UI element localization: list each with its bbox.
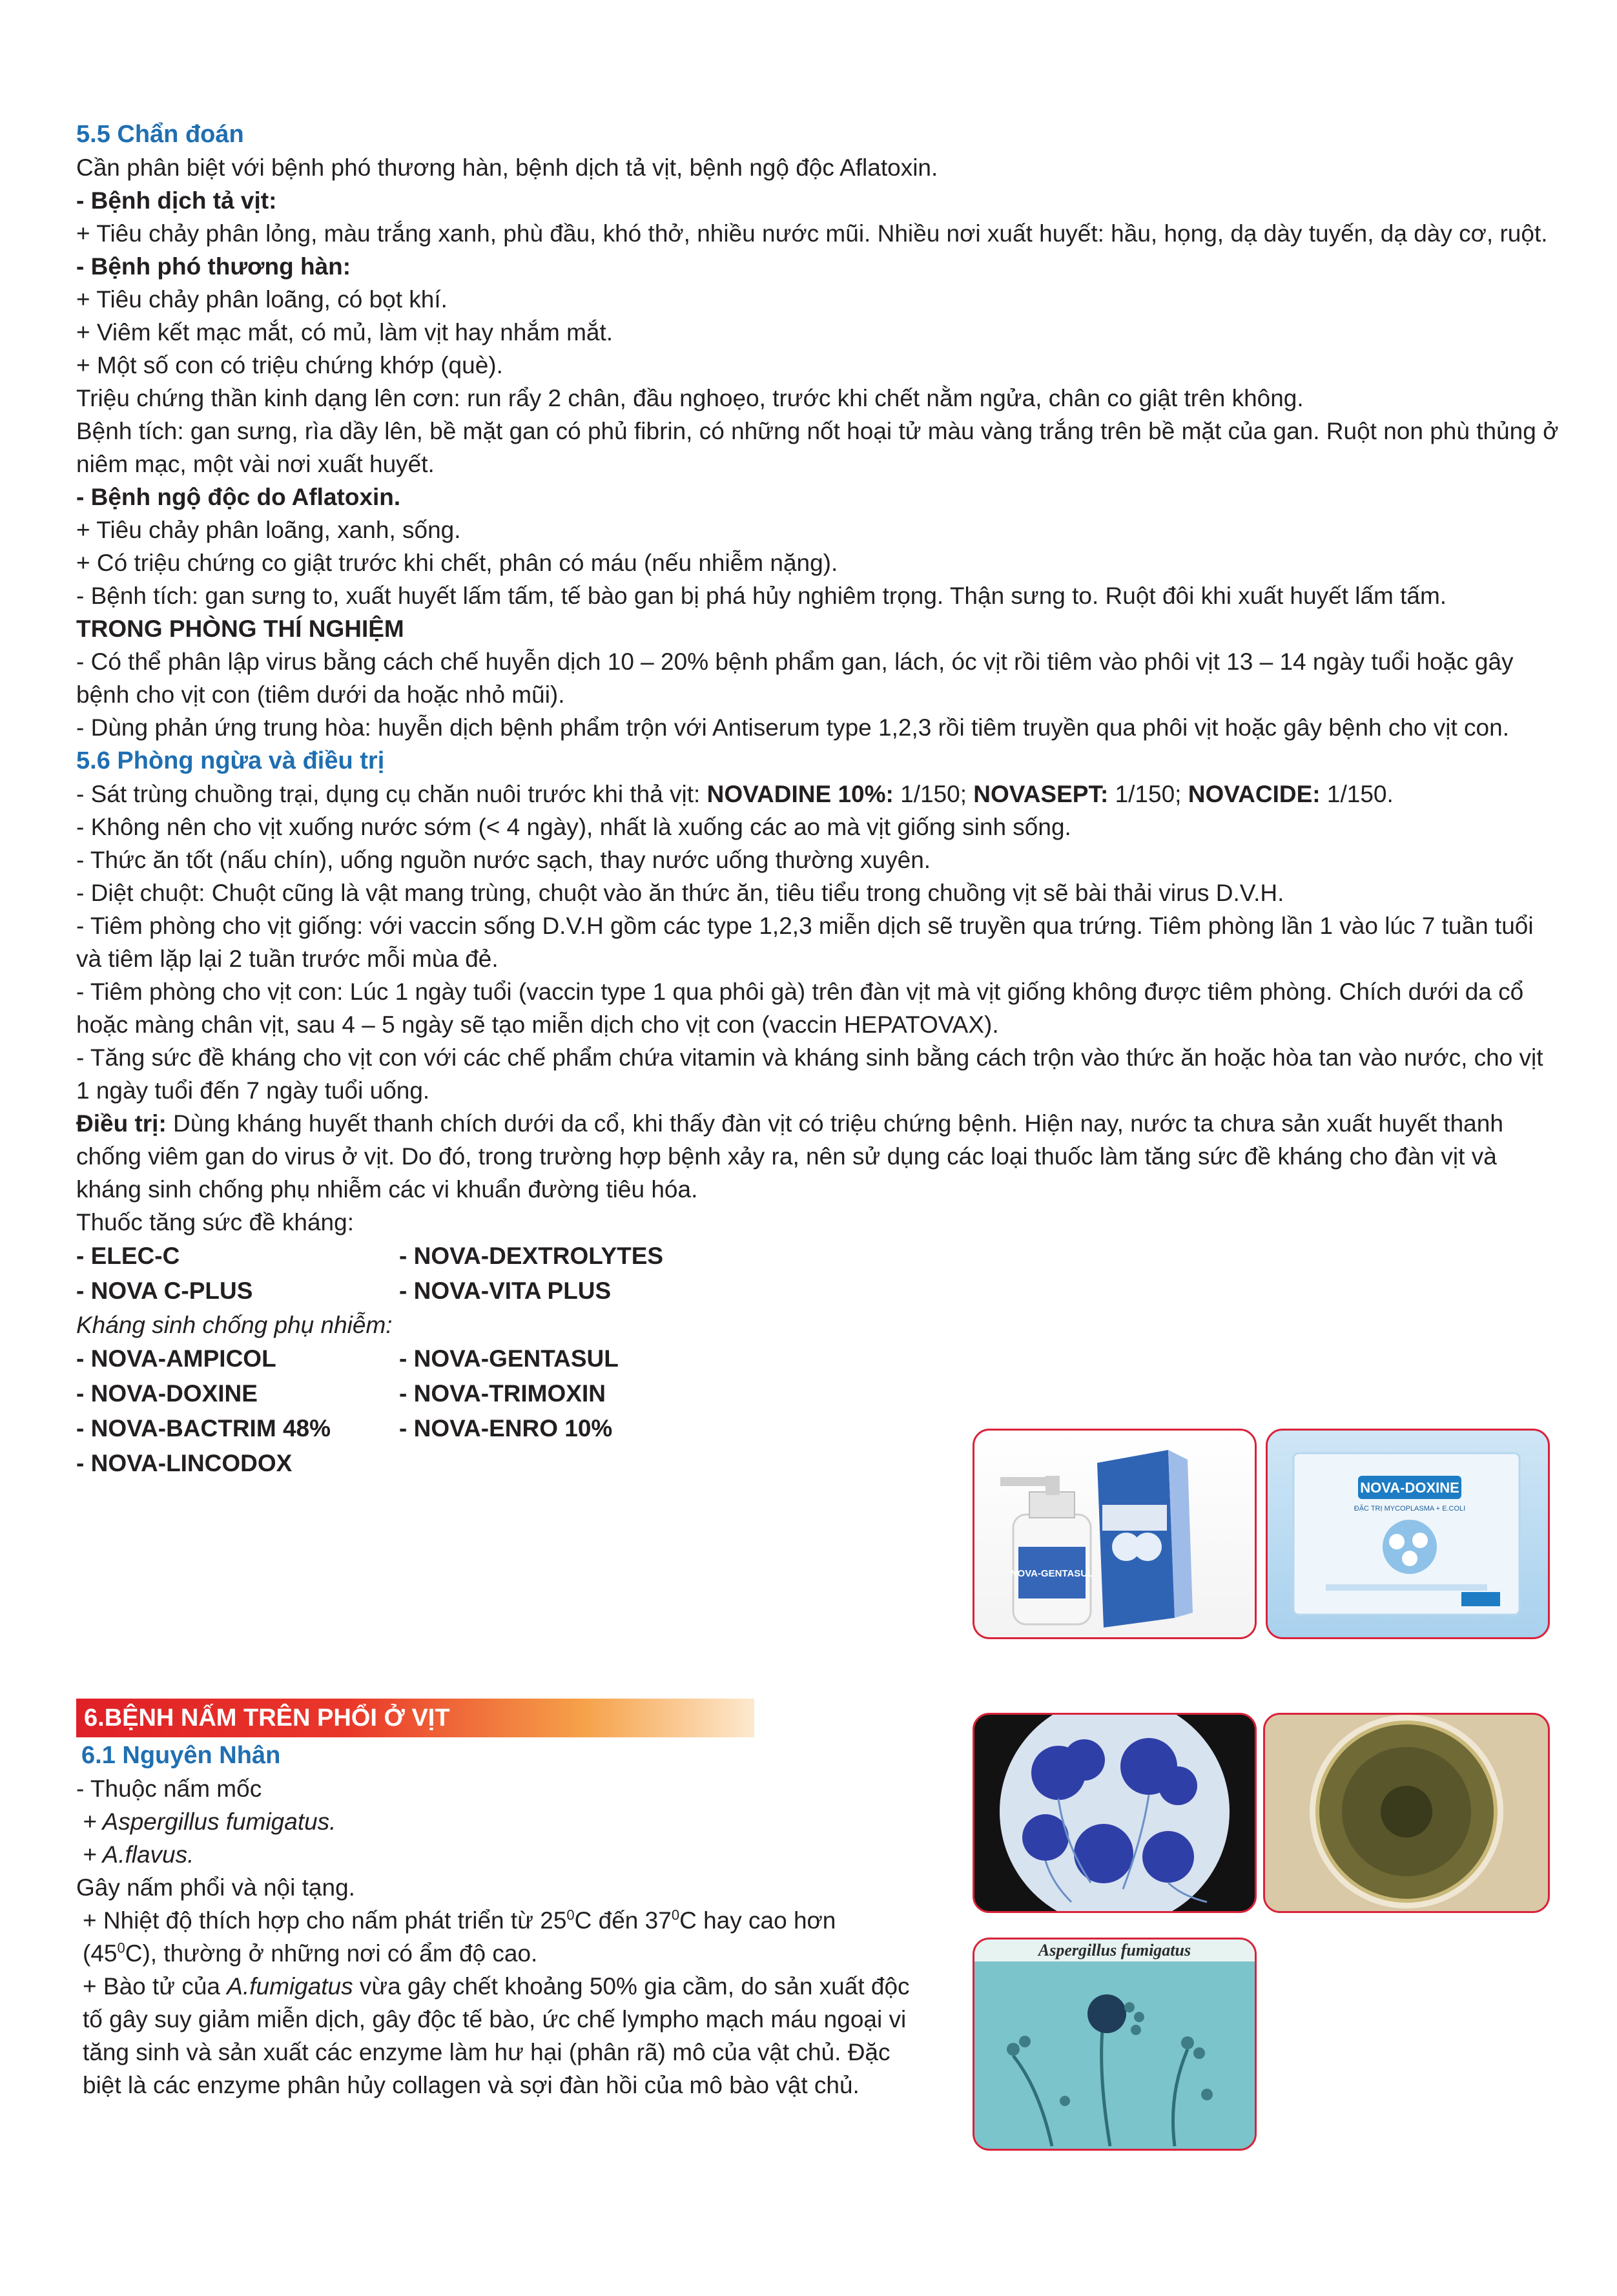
doxine-subtitle: ĐẶC TRỊ MYCOPLASMA + E.COLI: [1354, 1505, 1466, 1513]
main-text-column: [76, 118, 1561, 1481]
section-6-1-title: 6.1 Nguyên Nhân: [81, 1742, 281, 1769]
section-5-5-title: 5.5 Chẩn đoán: [76, 121, 244, 148]
paragraph: - Thức ăn tốt (nấu chín), uống nguồn nước sạch, thay nước uống thường xuyên.: [76, 847, 931, 873]
paragraph-species: + A.flavus.: [83, 1841, 194, 1868]
gentasul-product-image: [974, 1431, 1255, 1637]
fumigatus-photo: [973, 1938, 1257, 2151]
paragraph: Triệu chứng thần kinh dạng lên cơn: run rẩy 2 chân, đầu nghoẹo, trước khi chết nằm ngửa, chân co giật trên không.: [76, 385, 1304, 411]
tonic-list: [76, 1239, 1561, 1308]
section-6-banner: 6.BỆNH NẤM TRÊN PHỔI Ở VỊT: [76, 1699, 754, 1737]
subheading-aflatoxin: - Bệnh ngộ độc do Aflatoxin.: [76, 484, 401, 510]
paragraph-temperature: + Nhiệt độ thích hợp cho nấm phát triển từ $25^0C$ đến $37^0C$ hay cao hơn $(45^0C)$, thường ở những nơi có ẩm độ cao.: [83, 1907, 836, 1967]
subheading-dich-ta: - Bệnh dịch tả vịt:: [76, 187, 277, 214]
aspergillus-microscopy-image: [974, 1715, 1255, 1911]
paragraph: Gây nấm phổi và nội tạng.: [76, 1874, 355, 1901]
paragraph-treatment: Điều trị: Dùng kháng huyết thanh chích dưới da cổ, khi thấy đàn vịt có triệu chứng bệnh. Hiện nay, nước ta chưa sản xuất huyết thanh chống viêm gan do virus ở vịt. Do đó, trong trường hợp bệnh xảy ra, nên sử dụng các loại thuốc làm tăng sức đề kháng cho đàn vịt và kháng sinh chống phụ nhiễm các vi khuẩn đường tiêu hóa.: [76, 1110, 1503, 1203]
product-photo-gentasul: [973, 1429, 1257, 1639]
paragraph: - Tiêm phòng cho vịt giống: với vaccin sống D.V.H gồm các type 1,2,3 miễn dịch sẽ truyền qua trứng. Tiêm phòng lần 1 vào lúc 7 tuần tuổi và tiêm lặp lại 2 tuần trước mỗi mùa đẻ.: [76, 913, 1534, 972]
microscope-photo: [973, 1713, 1257, 1913]
drug-row: - NOVA-DOXINE - NOVA-TRIMOXIN: [76, 1380, 606, 1407]
paragraph: Cần phân biệt với bệnh phó thương hàn, bệnh dịch tả vịt, bệnh ngộ độc Aflatoxin.: [76, 154, 938, 181]
paragraph: - Diệt chuột: Chuột cũng là vật mang trùng, chuột vào ăn thức ăn, tiêu tiểu trong chuồng vịt sẽ bài thải virus D.V.H.: [76, 880, 1284, 906]
subheading-pho-thuong-han: - Bệnh phó thương hàn:: [76, 253, 351, 280]
antibiotic-heading: Kháng sinh chống phụ nhiễm:: [76, 1312, 393, 1338]
paragraph: + Viêm kết mạc mắt, có mủ, làm vịt hay nhắm mắt.: [76, 319, 613, 346]
paragraph: + Có triệu chứng co giật trước khi chết, phân có máu (nếu nhiễm nặng).: [76, 550, 838, 576]
product-photo-doxine: [1266, 1429, 1550, 1639]
paragraph: + Tiêu chảy phân lỏng, màu trắng xanh, phù đầu, khó thở, nhiều nước mũi. Nhiều nơi xuất huyết: hầu, họng, dạ dày tuyến, dạ dày cơ, ruột.: [76, 220, 1548, 247]
fumigatus-illustration: [974, 1939, 1255, 2149]
drug-row: - NOVA-AMPICOL - NOVA-GENTASUL: [76, 1345, 619, 1372]
aspergillus-culture-image: [1265, 1715, 1548, 1911]
tonic-heading: Thuốc tăng sức đề kháng:: [76, 1209, 354, 1236]
gentasul-label: NOVA-GENTASUL: [1010, 1568, 1094, 1579]
paragraph: - Dùng phản ứng trung hòa: huyễn dịch bệnh phẩm trộn với Antiserum type 1,2,3 rồi tiêm truyền qua phôi vịt hoặc gây bệnh cho vịt con.: [76, 714, 1509, 741]
paragraph: - Không nên cho vịt xuống nước sớm (< 4 ngày), nhất là xuống các ao mà vịt giống sinh sống.: [76, 814, 1071, 840]
paragraph: + Một số con có triệu chứng khớp (què).: [76, 352, 503, 378]
paragraph: - Thuộc nấm mốc: [76, 1775, 262, 1802]
doxine-label: NOVA-DOXINE: [1360, 1480, 1459, 1496]
paragraph: - Bệnh tích: gan sưng to, xuất huyết lấm tấm, tế bào gan bị phá hủy nghiêm trọng. Thận sưng to. Ruột đôi khi xuất huyết lấm tấm.: [76, 583, 1447, 609]
paragraph: + Tiêu chảy phân loãng, xanh, sống.: [76, 517, 461, 543]
paragraph: - Tiêm phòng cho vịt con: Lúc 1 ngày tuổi (vaccin type 1 qua phôi gà) trên đàn vịt mà vịt giống không được tiêm phòng. Chích dưới da cổ hoặc màng chân vịt, sau 4 – 5 ngày sẽ tạo miễn dịch cho vịt con (vaccin HEPATOVAX).: [76, 978, 1524, 1038]
paragraph: Bệnh tích: gan sưng, rìa dầy lên, bề mặt gan có phủ fibrin, có những nốt hoại tử màu vàng trắng trên bề mặt của gan. Ruột non phù thủng ở niêm mạc, một vài nơi xuất huyết.: [76, 418, 1559, 477]
subheading-lab: TRONG PHÒNG THÍ NGHIỆM: [76, 615, 404, 642]
drug-row: - NOVA-LINCODOX: [76, 1450, 293, 1476]
fumigatus-caption: Aspergillus fumigatus: [974, 1939, 1255, 1961]
paragraph-disinfect: - Sát trùng chuồng trại, dụng cụ chăn nuôi trước khi thả vịt: NOVADINE 10%: 1/150; NOVASEPT: 1/150; NOVACIDE: 1/150.: [76, 781, 1394, 807]
paragraph: - Tăng sức đề kháng cho vịt con với các chế phẩm chứa vitamin và kháng sinh bằng cách trộn vào thức ăn hoặc hòa tan vào nước, cho vịt 1 ngày tuổi đến 7 ngày tuổi uống.: [76, 1044, 1543, 1104]
doxine-product-image: [1268, 1431, 1548, 1637]
section-6-text: [76, 1739, 916, 2102]
paragraph: + Tiêu chảy phân loãng, có bọt khí.: [76, 286, 448, 313]
paragraph-spores: + Bào tử của A.fumigatus vừa gây chết khoảng 50% gia cầm, do sản xuất độc tố gây suy giảm miễn dịch, gây độc tế bào, ức chế lympho mạch máu ngoại vi tăng sinh và sản xuất các enzyme làm hư hại (phân rã) mô của vật chủ. Đặc biệt là các enzyme phân hủy collagen và sợi đàn hồi của mô bào vật chủ.: [83, 1973, 910, 2098]
drug-row: - ELEC-C - NOVA-DEXTROLYTES: [76, 1243, 664, 1269]
paragraph-species: + Aspergillus fumigatus.: [83, 1808, 336, 1835]
section-5-6-title: 5.6 Phòng ngừa và điều trị: [76, 747, 385, 774]
petri-dish-photo: [1263, 1713, 1550, 1913]
drug-row: - NOVA C-PLUS - NOVA-VITA PLUS: [76, 1277, 612, 1304]
paragraph: - Có thể phân lập virus bằng cách chế huyễn dịch 10 – 20% bệnh phẩm gan, lách, óc vịt rồi tiêm vào phôi vịt 13 – 14 ngày tuổi hoặc gây bệnh cho vịt con (tiêm dưới da hoặc nhỏ mũi).: [76, 648, 1514, 708]
drug-row: - NOVA-BACTRIM 48% - NOVA-ENRO 10%: [76, 1415, 613, 1442]
